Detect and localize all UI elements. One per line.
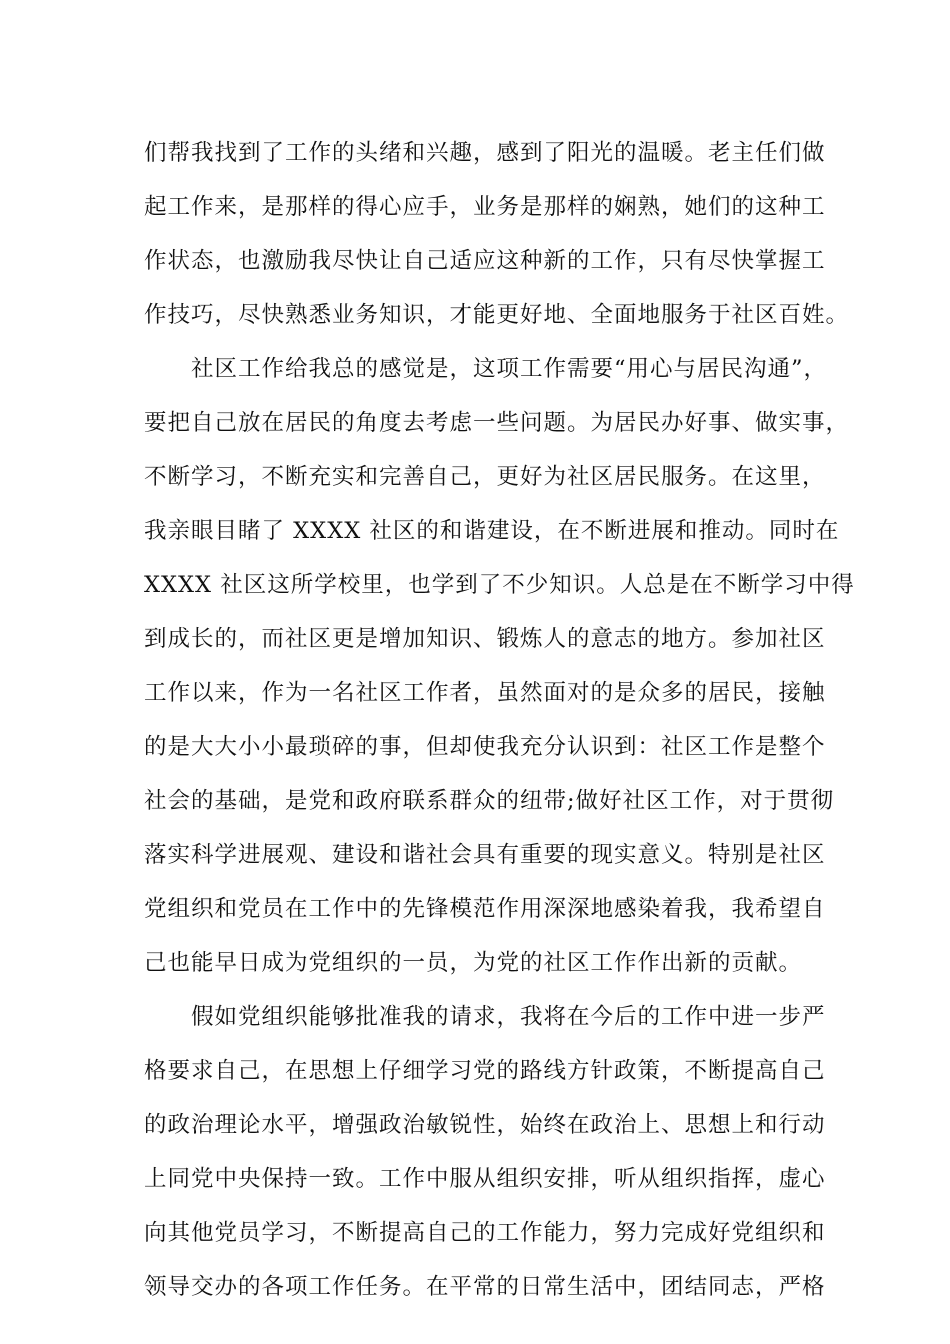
text-line-22: 领导交办的各项工作任务。在平常的日常生活中，团结同志，严格 — [144, 1274, 826, 1300]
text-line-1: 们帮我找到了工作的头绪和兴趣，感到了阳光的温暖。老主任们做 — [144, 140, 826, 166]
text-line-11: 工作以来，作为一名社区工作者，虽然面对的是众多的居民，接触 — [144, 680, 826, 706]
text-line-21: 向其他党员学习，不断提高自己的工作能力，努力完成好党组织和 — [144, 1220, 826, 1246]
body-text — [144, 126, 855, 1314]
text-line-17: 假如党组织能够批准我的请求，我将在今后的工作中进一步严 — [144, 1004, 826, 1030]
text-line-16: 己也能早日成为党组织的一员，为党的社区工作作出新的贡献。 — [144, 950, 803, 976]
text-line-10: 到成长的，而社区更是增加知识、锻炼人的意志的地方。参加社区 — [144, 626, 826, 652]
text-line-4: 作技巧，尽快熟悉业务知识，才能更好地、全面地服务于社区百姓。 — [144, 302, 850, 328]
text-line-20: 上同党中央保持一致。工作中服从组织安排，听从组织指挥，虚心 — [144, 1166, 826, 1192]
text-line-5: 社区工作给我总的感觉是，这项工作需要“用心与居民沟通”， — [144, 356, 828, 382]
text-line-15: 党组织和党员在工作中的先锋模范作用深深地感染着我，我希望自 — [144, 896, 826, 922]
text-line-12: 的是大大小小最琐碎的事，但却使我充分认识到：社区工作是整个 — [144, 734, 826, 760]
text-line-18: 格要求自己，在思想上仔细学习党的路线方针政策，不断提高自己 — [144, 1058, 826, 1084]
text-line-19: 的政治理论水平，增强政治敏锐性，始终在政治上、思想上和行动 — [144, 1112, 826, 1138]
text-line-9: XXXX 社区这所学校里，也学到了不少知识。人总是在不断学习中得 — [144, 572, 855, 598]
text-line-8: 我亲眼目睹了 XXXX 社区的和谐建设，在不断进展和推动。同时在 — [144, 518, 840, 544]
text-line-13: 社会的基础，是党和政府联系群众的纽带;做好社区工作，对于贯彻 — [144, 788, 835, 814]
text-line-3: 作状态，也激励我尽快让自己适应这种新的工作，只有尽快掌握工 — [144, 248, 826, 274]
text-line-6: 要把自己放在居民的角度去考虑一些问题。为居民办好事、做实事， — [144, 410, 850, 436]
text-line-7: 不断学习，不断充实和完善自己，更好为社区居民服务。在这里， — [144, 464, 826, 490]
text-line-2: 起工作来，是那样的得心应手，业务是那样的娴熟，她们的这种工 — [144, 194, 826, 220]
text-line-14: 落实科学进展观、建设和谐社会具有重要的现实意义。特别是社区 — [144, 842, 826, 868]
